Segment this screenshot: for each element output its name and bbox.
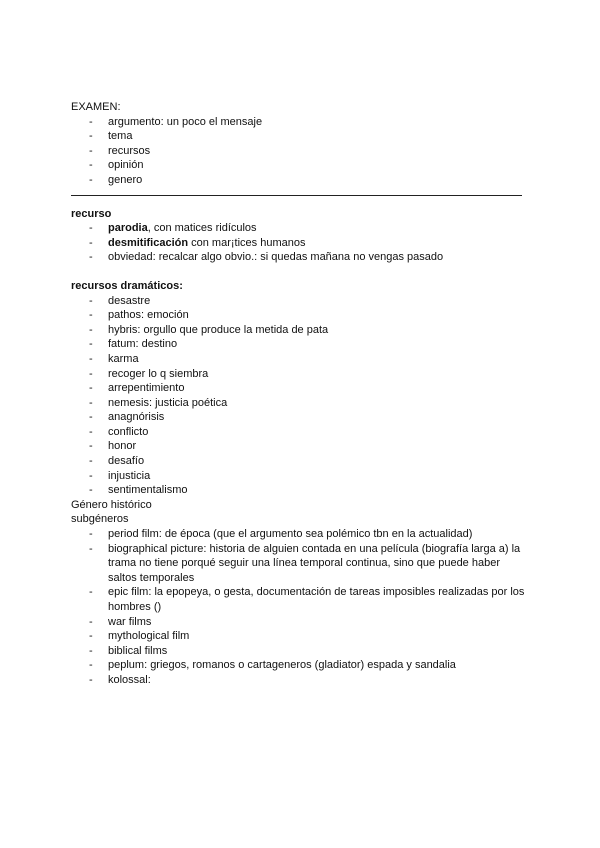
- dash-bullet: -: [89, 222, 93, 235]
- list-item: - opinión: [89, 159, 144, 172]
- dash-bullet: -: [89, 338, 93, 351]
- dash-bullet: -: [89, 144, 93, 157]
- list-item: - war films: [89, 615, 152, 628]
- term-bold: desmitificación: [108, 236, 189, 249]
- dash-bullet: -: [89, 542, 93, 555]
- dash-bullet: -: [89, 644, 93, 657]
- dash-bullet: -: [89, 469, 93, 482]
- dash-bullet: -: [89, 659, 93, 672]
- dash-bullet: -: [89, 440, 93, 453]
- dash-bullet: -: [89, 615, 93, 628]
- list-item: - parodia, con matices ridículos: [89, 222, 257, 235]
- list-item: - recoger lo q siembra: [89, 367, 209, 380]
- dash-bullet: -: [89, 673, 93, 686]
- exam-title: EXAMEN:: [71, 101, 121, 113]
- dash-bullet: -: [89, 130, 93, 143]
- list-item: - sentimentalismo: [89, 484, 188, 497]
- list-item: - mythological film: [89, 630, 190, 643]
- dramaticos-list: [71, 294, 531, 498]
- list-item: - obviedad: recalcar algo obvio.: si quedas mañana no vengas pasado: [89, 251, 444, 264]
- list-item: - peplum: griegos, romanos o cartageneros (gladiator) espada y sandalia: [89, 659, 456, 672]
- dash-bullet: -: [89, 411, 93, 424]
- recurso-list: [71, 221, 531, 265]
- dash-bullet: -: [89, 484, 93, 497]
- recurso-heading: recurso: [71, 207, 112, 220]
- document-content: [71, 100, 531, 688]
- list-item: - arrepentimiento: [89, 382, 185, 395]
- horizontal-rule: [71, 195, 522, 196]
- dash-bullet: -: [89, 382, 93, 395]
- list-item: - fatum: destino: [89, 338, 178, 351]
- historico-title: Género histórico: [71, 498, 152, 511]
- historico-subtitle: subgéneros: [71, 513, 129, 526]
- dash-bullet: -: [89, 455, 93, 468]
- dash-bullet: -: [89, 323, 93, 336]
- dash-bullet: -: [89, 173, 93, 186]
- term-bold: parodia: [108, 222, 148, 235]
- list-item: - kolossal:: [89, 673, 151, 686]
- list-item: - nemesis: justicia poética: [89, 396, 228, 409]
- dash-bullet: -: [89, 630, 93, 643]
- list-item: - biographical picture: historia de alguien contada en una película (biografía larga a) la trama no tiene porqué seguir una línea temporal continua, sino que puede haber saltos temporales: [89, 542, 521, 584]
- list-item: - period film: de época (que el argumento sea polémico tbn en la actualidad): [89, 528, 473, 541]
- dash-bullet: -: [89, 115, 93, 128]
- exam-list: [71, 115, 531, 188]
- dash-bullet: -: [89, 396, 93, 409]
- list-item: - honor: [89, 440, 137, 453]
- list-item: - injusticia: [89, 469, 151, 482]
- list-item: - hybris: orgullo que produce la metida de pata: [89, 323, 329, 336]
- list-item: - biblical films: [89, 644, 168, 657]
- list-item: - tema: [89, 130, 133, 143]
- list-item: - karma: [89, 352, 139, 365]
- subgeneros-list: [71, 527, 531, 688]
- dash-bullet: -: [89, 586, 93, 599]
- dash-bullet: -: [89, 528, 93, 541]
- dash-bullet: -: [89, 309, 93, 322]
- dash-bullet: -: [89, 294, 93, 307]
- list-item: - genero: [89, 173, 143, 186]
- list-item: - conflicto: [89, 425, 149, 438]
- list-item: - anagnórisis: [89, 411, 165, 424]
- dash-bullet: -: [89, 352, 93, 365]
- dash-bullet: -: [89, 425, 93, 438]
- dash-bullet: -: [89, 251, 93, 264]
- dash-bullet: -: [89, 159, 93, 172]
- list-item: - recursos: [89, 144, 151, 157]
- list-item: - desmitificación con mar¡tices humanos: [89, 236, 306, 249]
- dramaticos-heading: recursos dramáticos:: [71, 279, 183, 292]
- list-item: - epic film: la epopeya, o gesta, documentación de tareas imposibles realizadas por los hombres (): [89, 586, 525, 613]
- list-item: - argumento: un poco el mensaje: [89, 115, 263, 128]
- list-item: - desafío: [89, 455, 145, 468]
- list-item: - pathos: emoción: [89, 309, 189, 322]
- dash-bullet: -: [89, 367, 93, 380]
- list-item: - desastre: [89, 294, 151, 307]
- dash-bullet: -: [89, 236, 93, 249]
